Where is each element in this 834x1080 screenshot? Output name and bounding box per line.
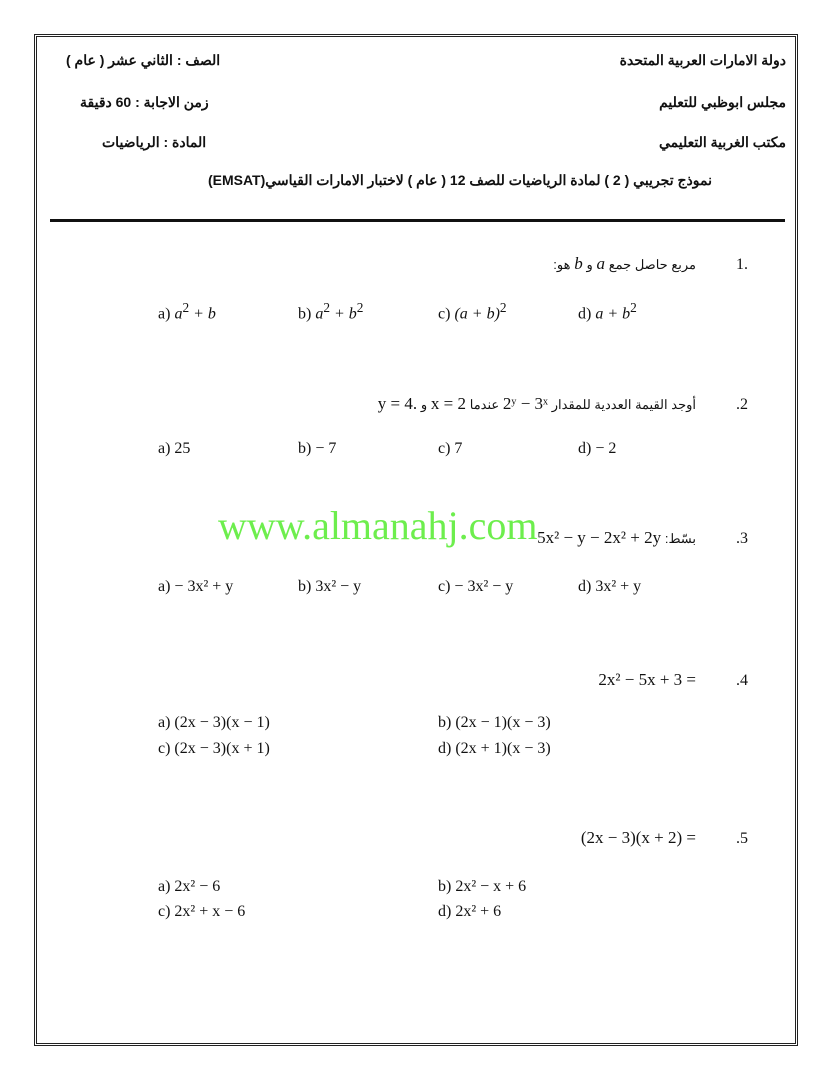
q4-expression: 2x² − 5x + 3 =: [598, 670, 696, 689]
q3-option-b[interactable]: b) 3x² − y: [298, 578, 362, 595]
q2-expression: 2ʸ − 3ˣ: [502, 394, 548, 413]
question-3-number: .3: [736, 530, 748, 547]
q4-option-d[interactable]: d) (2x + 1)(x − 3): [438, 740, 551, 757]
q5-option-d[interactable]: d) 2x² + 6: [438, 903, 502, 920]
q1-option-c[interactable]: c) $(a + b)^2$: [438, 300, 507, 323]
header-grade: الصف : الثاني عشر ( عام ): [66, 52, 221, 68]
q1-option-b[interactable]: b) $a^2 + b^2$: [298, 300, 364, 323]
q2-option-d[interactable]: d) − 2: [578, 440, 617, 457]
q1-var-b: b: [574, 254, 583, 273]
q1-prompt-start: مربع حاصل جمع: [608, 257, 696, 272]
q3-expression: 5x² − y − 2x² + 2y: [537, 528, 662, 547]
question-5-number: .5: [736, 830, 748, 847]
q4-option-c[interactable]: c) (2x − 3)(x + 1): [158, 740, 270, 757]
q2-option-c[interactable]: c) 7: [438, 440, 463, 457]
header-divider: [50, 219, 785, 222]
header-country: دولة الامارات العربية المتحدة: [619, 52, 786, 68]
q3-option-a[interactable]: a) − 3x² + y: [158, 578, 234, 595]
header-subject: المادة : الرياضيات: [102, 134, 207, 150]
q3-option-d[interactable]: d) 3x² + y: [578, 578, 642, 595]
question-3-prompt: بسّط: 5x² − y − 2x² + 2y: [537, 528, 696, 547]
q5-option-a[interactable]: a) 2x² − 6: [158, 878, 221, 895]
q4-option-a[interactable]: a) (2x − 3)(x − 1): [158, 714, 270, 731]
q2-option-b[interactable]: b) − 7: [298, 440, 337, 457]
q1-var-a: a: [596, 254, 605, 273]
question-5-prompt: [581, 828, 696, 848]
header-office: مكتب الغربية التعليمي: [659, 134, 786, 150]
q4-option-b[interactable]: b) (2x − 1)(x − 3): [438, 714, 551, 731]
q1-prompt-end: هو:: [553, 257, 571, 272]
question-2-number: .2: [736, 396, 748, 413]
q3-option-c[interactable]: c) − 3x² − y: [438, 578, 514, 595]
q5-option-c[interactable]: c) 2x² + x − 6: [158, 903, 246, 920]
q1-option-a[interactable]: a) $a^2 + b$: [158, 300, 216, 323]
q1-option-d[interactable]: d) $a + b^2$: [578, 300, 637, 323]
question-4-number: .4: [736, 672, 748, 689]
header-council: مجلس ابوظبي للتعليم: [659, 94, 786, 110]
q1-conj: و: [586, 257, 593, 272]
watermark: www.almanahj.com: [218, 503, 538, 548]
q2-option-a[interactable]: a) 25: [158, 440, 191, 457]
q5-expression: (2x − 3)(x + 2) =: [580, 828, 696, 847]
header-duration: زمن الاجابة : 60 دقيقة: [80, 94, 209, 110]
exam-title: نموذج تجريبي ( 2 ) لمادة الرياضيات للصف 12 ( عام ) لاختبار الامارات القياسي(EMSAT): [207, 172, 712, 188]
question-2-prompt: أوجد القيمة العددية للمقدار 2ʸ − 3ˣ عندما x = 2 و y = 4.: [377, 394, 696, 413]
question-1-number: 1.: [736, 256, 748, 273]
q5-option-b[interactable]: b) 2x² − x + 6: [438, 878, 527, 895]
question-4-prompt: [598, 670, 696, 690]
question-1-prompt: [553, 254, 696, 274]
